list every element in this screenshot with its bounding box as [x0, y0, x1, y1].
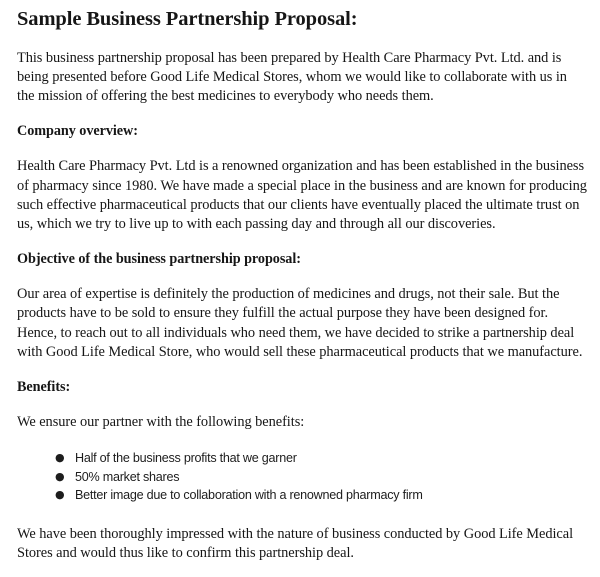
list-item — [17, 486, 586, 504]
closing-paragraph: We have been thoroughly impressed with the nature of business conducted by Good Life Medical Stores and would thus like to confirm this partnership deal. — [17, 525, 574, 561]
section-heading-company-overview: Company overview: — [17, 123, 138, 140]
bullet-icon: ● — [55, 488, 65, 502]
page-title: Sample Business Partnership Proposal: — [17, 8, 358, 30]
section-paragraph-objective: Our area of expertise is definitely the production of medicines and drugs, not their sale. But the products have to be sold to ensure they fulfill the actual purpose they have been designed for. Hence, to reach out to all individuals who need them, we have decided to strike a partnership deal with Good Life Medical Store, who would sell these pharmaceutical products that we manufacture. — [17, 286, 583, 361]
list-item — [17, 449, 586, 467]
section-paragraph-company-overview: Health Care Pharmacy Pvt. Ltd is a renowned organization and has been established in the business of pharmacy since 1980. We have made a special place in the business and are known for producing such effective pharmaceutical products that our clients have eventually placed the ultimate trust on us, which we try to live up to with each passing day and through all our discoveries. — [17, 158, 587, 233]
benefits-list — [17, 449, 586, 504]
list-item — [17, 468, 586, 486]
section-heading-benefits: Benefits: — [17, 379, 71, 396]
list-item-label: Half of the business profits that we garner — [75, 451, 297, 466]
list-item-label: 50% market shares — [75, 469, 180, 484]
section-heading-objective: Objective of the business partnership proposal: — [17, 251, 301, 268]
intro-paragraph: This business partnership proposal has been prepared by Health Care Pharmacy Pvt. Ltd. and is being presented before Good Life Medical Stores, whom we would like to collaborate with us in the mission of offering the best medicines to everybody who needs them. — [17, 49, 567, 105]
bullet-icon: ● — [55, 469, 65, 483]
bullet-icon: ● — [55, 451, 65, 465]
benefits-intro-paragraph: We ensure our partner with the following benefits: — [17, 414, 305, 431]
list-item-label: Better image due to collaboration with a renowned pharmacy firm — [75, 488, 423, 503]
